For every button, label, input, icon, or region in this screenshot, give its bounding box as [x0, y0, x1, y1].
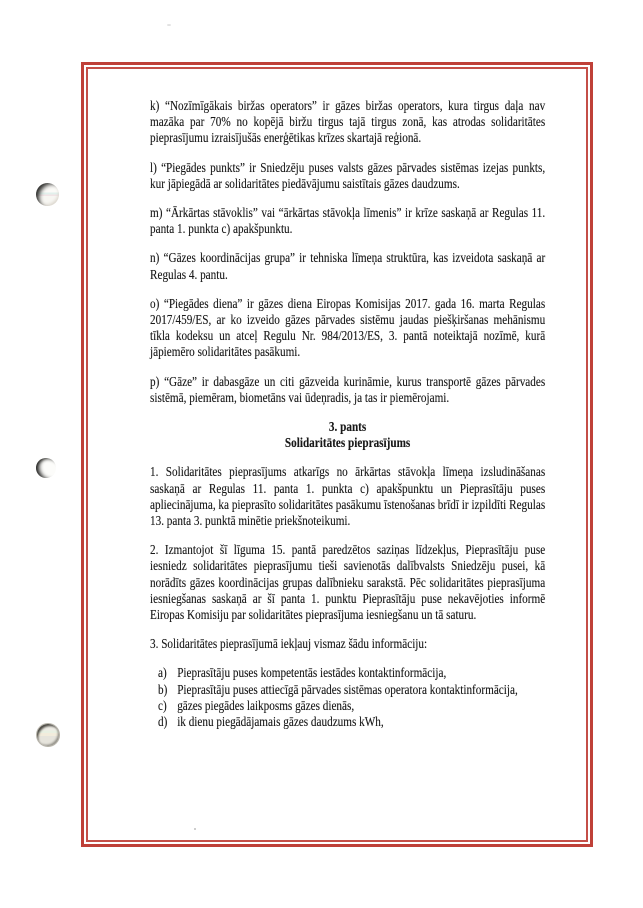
scan-speck — [167, 24, 171, 26]
list-item-c — [150, 699, 545, 715]
list-item-d — [150, 715, 545, 731]
clause-3-intro: 3. Solidaritātes pieprasījumā iekļauj vismaz šādu informāciju: — [150, 637, 428, 653]
definition-k: k) “Nozīmīgākais biržas operators” ir gāzes biržas operators, kura tirgus daļa nav mazāka par 70% no kopējā biržu tirgus tajā tirgus zonā, kas atrodas solidaritātes pieprasījumu izraisījušās enerģētikas krīzes skartajā reģionā. — [150, 99, 546, 147]
list-marker: b) — [158, 682, 168, 698]
definition-o: o) “Piegādes diena” ir gāzes diena Eiropas Komisijas 2017. gada 16. marta Regulas 2017/459/ES, ar ko izveido gāzes pārvades sistēmu jaudas piešķiršanas mehānismu tīkla kodeksu un atceļ Regulu Nr. 984/2013/ES, 3. pantā noteiktajā nozīmē, kurā jāpiemēro solidaritātes pasākumi. — [150, 296, 546, 361]
list-marker: d) — [158, 715, 168, 731]
definition-p: p) “Gāze” ir dabasgāze un citi gāzveida kurināmie, kurus transportē gāzes pārvades sistēmā, piemēram, biometāns vai ūdeņradis, ja tas ir piemērojami. — [150, 374, 546, 406]
section-number: 3. pants — [328, 420, 367, 436]
definition-l: l) “Piegādes punkts” ir Sniedzēju puses valsts gāzes pārvades sistēmas izejas punkts, kur jāpiegādā ar solidaritātes piedāvājumu saistītais gāzes daudzums. — [150, 160, 546, 192]
punch-hole-middle — [36, 458, 56, 478]
list-item-text: gāzes piegādes laikposms gāzes dienās, — [177, 698, 355, 714]
list-marker: a) — [158, 666, 167, 682]
list-item-text: ik dienu piegādājamais gāzes daudzums kWh, — [177, 715, 384, 731]
list-item-text: Pieprasītāju puses attiecīgā pārvades sistēmas operatora kontaktinformācija, — [177, 682, 518, 698]
list-item-text: Pieprasītāju puses kompetentās iestādes kontaktinformācija, — [177, 666, 447, 682]
punch-hole-top — [36, 183, 59, 206]
clause-1: 1. Solidaritātes pieprasījums atkarīgs no ārkārtas stāvokļa līmeņa izsludināšanas saskaņā ar Regulas 11. panta 1. punkta c) apakšpunktu un Pieprasītāju puses apliecinājuma, ka pieprasīto solidaritātes pasākumu īstenošanas brīdī ir izpildīti Regulas 13. panta 3. punktā minētie priekšnoteikumi. — [150, 465, 546, 530]
clause-3-list — [150, 666, 545, 731]
section-heading — [150, 420, 545, 452]
section-title: Solidaritātes pieprasījums — [284, 436, 411, 452]
list-item-a — [150, 666, 545, 682]
punch-hole-bottom — [37, 724, 59, 746]
list-marker: c) — [158, 698, 167, 714]
document-body — [150, 99, 545, 731]
definition-m: m) “Ārkārtas stāvoklis” vai “ārkārtas stāvokļa līmenis” ir krīze saskaņā ar Regulas 11. panta 1. punkta c) apakšpunktu. — [150, 206, 546, 238]
definition-n: n) “Gāzes koordinācijas grupa” ir tehniska līmeņa struktūra, kas izveidota saskaņā ar Regulas 4. pantu. — [150, 251, 546, 283]
list-item-b — [150, 683, 545, 699]
clause-2: 2. Izmantojot šī līguma 15. pantā paredzētos saziņas līdzekļus, Pieprasītāju puse iesniedz solidaritātes pieprasījumu tieši savienotās dalībvalsts Sniedzēju pusei, kā norādīts gāzes koordinācijas grupas dalībnieku sarakstā. Pēc solidaritātes pieprasījuma iesniegšanas saskaņā ar šī panta 1. punktu Pieprasītāju puse nekavējoties informē Eiropas Komisiju par solidaritātes pieprasījuma iesniegšanu un tā saturu. — [150, 543, 546, 624]
